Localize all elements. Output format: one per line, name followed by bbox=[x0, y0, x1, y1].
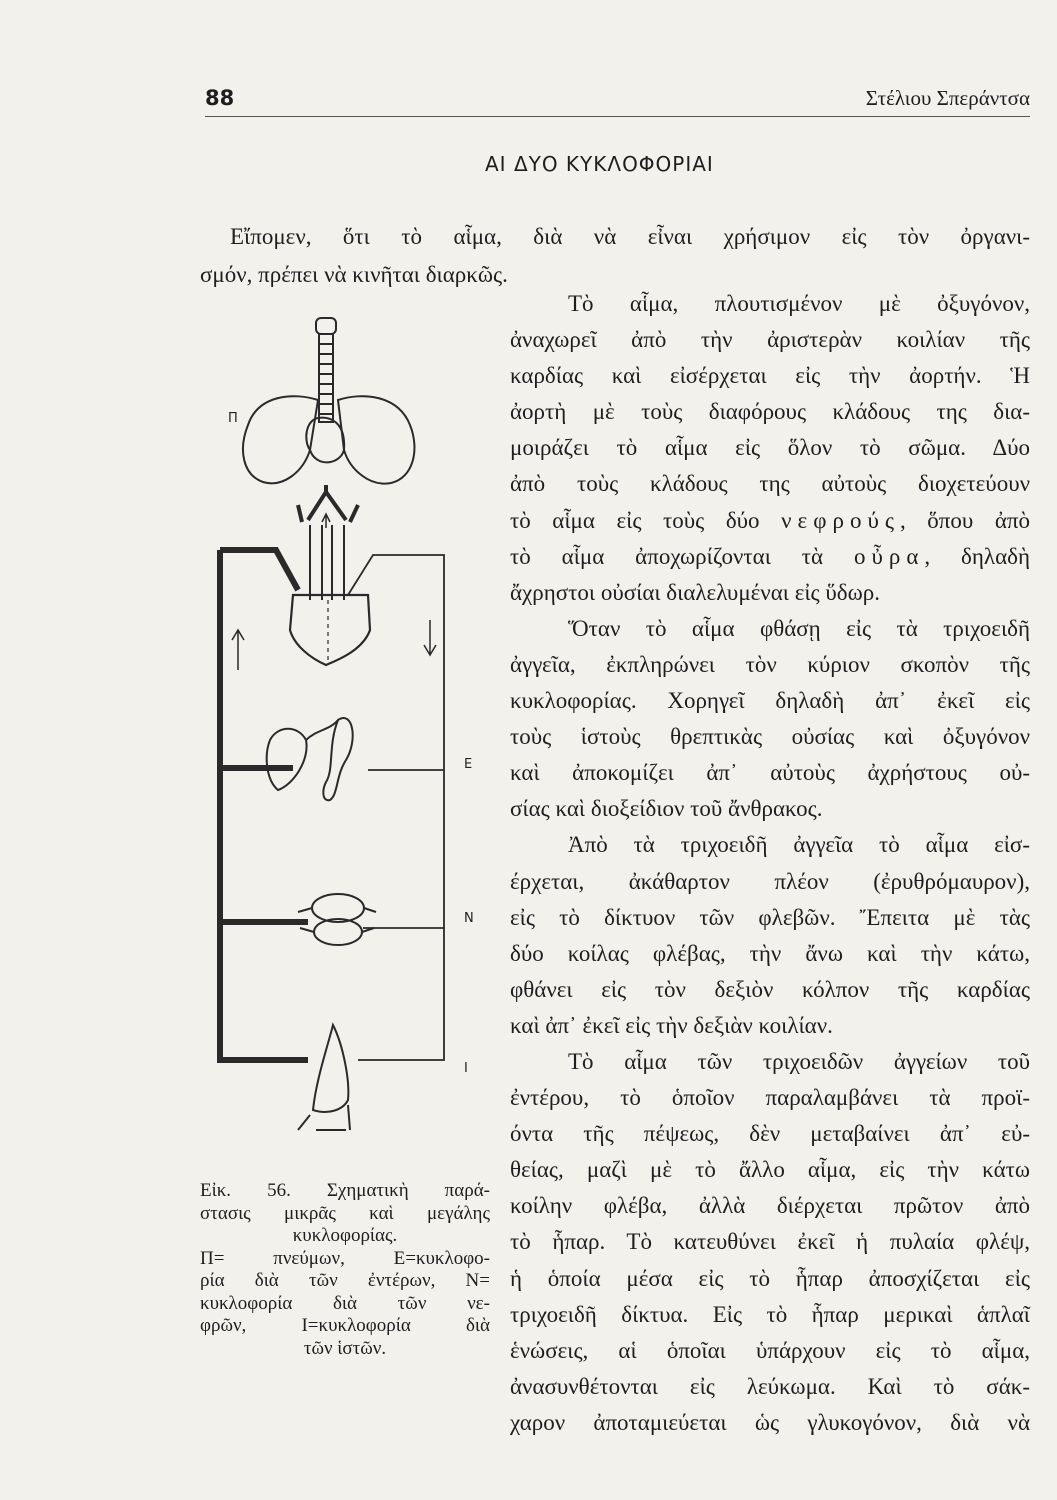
spaced-term-kidneys: νεφρούς bbox=[781, 507, 900, 533]
text-line: θείας, μαζὶ μὲ τὸ ἄλλο αἷμα, εἰς τὴν κάτω bbox=[510, 1157, 1030, 1183]
text-line: δύο κοίλας φλέβας, τὴν ἄνω καὶ τὴν κάτω, bbox=[510, 940, 1030, 966]
venous-return-line bbox=[220, 550, 308, 1060]
label-intestine: Ε bbox=[464, 757, 473, 772]
running-head: Στέλιου Σπεράντσα bbox=[865, 86, 1030, 110]
text-line: τὸ ἧπαρ. Τὸ κατευθύνει ἐκεῖ ἡ πυλαία φλέψ, bbox=[510, 1229, 1030, 1255]
text-line: Ὅταν τὸ αἷμα φθάσῃ εἰς τὰ τριχοειδῆ bbox=[568, 615, 1030, 641]
text-line: τριχοειδῆ δίκτυα. Εἰς τὸ ἧπαρ μερικαὶ ἁπλαῖ bbox=[510, 1301, 1030, 1327]
intestine bbox=[267, 718, 353, 800]
great-vessels bbox=[310, 514, 344, 600]
spaced-term-urine: οὖρα bbox=[853, 543, 925, 569]
text-line: κοίλην φλέβα, ἀλλὰ διέρχεται πρῶτον ἀπὸ bbox=[510, 1193, 1030, 1219]
text-line: όντα τῆς πέψεως, δὲν μεταβαίνει ἀπ᾽ εὐ- bbox=[510, 1121, 1030, 1147]
caption-line: φρῶν, Ι=κυκλοφορία διὰ bbox=[200, 1315, 490, 1336]
text-fragment: τὸ αἷμα ἀποχωρίζονται τὰ bbox=[510, 543, 824, 569]
text-line: Τὸ αἷμα, πλουτισμένον μὲ ὀξυγόνον, bbox=[568, 291, 1030, 316]
text-line: σμόν, πρέπει νὰ κινῆται διαρκῶς. bbox=[200, 262, 508, 287]
caption-line: ρία διὰ τῶν ἐντέρων, Ν= bbox=[200, 1270, 490, 1291]
text-line: φθάνει εἰς τὸν δεξιὸν κόλπον τῆς καρδίας bbox=[510, 976, 1030, 1002]
trachea bbox=[316, 318, 336, 422]
text-line: χαρον ἀποταμιεύεται ὡς γλυκογόνον, διὰ νὰ bbox=[510, 1409, 1030, 1435]
text-line: έρχεται, ἀκάθαρτον πλέον (ἐρυθρόμαυρον), bbox=[510, 868, 1030, 894]
body-text-column bbox=[510, 286, 1030, 1441]
text-line: ἡ ὁποία μέσα εἰς τὸ ἧπαρ ἀποσχίζεται εἰς bbox=[510, 1265, 1030, 1291]
text-line: μοιράζει τὸ αἷμα εἰς ὅλον τὸ σῶμα. Δύο bbox=[510, 435, 1030, 461]
arrow-down bbox=[424, 620, 436, 655]
page-number: 88 bbox=[205, 86, 235, 110]
caption-line: Π= πνεύμων, Ε=κυκλοφο- bbox=[200, 1247, 490, 1269]
text-line: τοὺς ἱστοὺς θρεπτικὰς οὐσίας καὶ ὀξυγόνον bbox=[510, 724, 1030, 750]
text-line: καὶ ἀποκομίζει ἀπ᾽ αὐτοὺς ἀχρήστους οὐ- bbox=[510, 760, 1030, 786]
text-line: καὶ ἀπ᾽ ἐκεῖ εἰς τὴν δεξιὰν κοιλίαν. bbox=[510, 1012, 833, 1038]
text-line: ἀπὸ τοὺς κλάδους της αὐτοὺς διοχετεύουν bbox=[510, 471, 1030, 497]
text-line: ἀγγεῖα, ἐκπληρώνει τὸν κύριον σκοπὸν τῆς bbox=[510, 651, 1030, 677]
chapter-title: ΑΙ ΔΥΟ ΚΥΚΛΟΦΟΡΙΑΙ bbox=[485, 152, 714, 176]
muscle-tissue bbox=[298, 1025, 350, 1130]
text-line: ἀορτὴ μὲ τοὺς διαφόρους κλάδους της δια- bbox=[510, 399, 1030, 425]
text-line: ἀνασυνθέτονται εἰς λεύκωμα. Καὶ τὸ σάκ- bbox=[510, 1373, 1030, 1399]
text-line: ἄχρηστοι οὐσίαι διαλελυμέναι εἰς ὕδωρ. bbox=[510, 579, 880, 605]
label-kidney: Ν bbox=[464, 911, 474, 926]
page-header bbox=[205, 86, 1030, 116]
text-line: ἐντέρου, τὸ ὁποῖον παραλαμβάνει τὰ προϊ- bbox=[510, 1085, 1030, 1111]
text-line: καρδίας καὶ εἰσέρχεται εἰς τὴν ἀορτήν. Ἡ bbox=[510, 363, 1030, 389]
text-line: Τὸ αἷμα τῶν τριχοειδῶν ἀγγείων τοῦ bbox=[568, 1048, 1030, 1074]
text-line: σίας καὶ διοξείδιον τοῦ ἄνθρακος. bbox=[510, 796, 823, 822]
caption-line: Εἰκ. 56. Σχηματικὴ παρά- bbox=[200, 1180, 490, 1201]
text-line: ἀναχωρεῖ ἀπὸ τὴν ἀριστερὰν κοιλίαν τῆς bbox=[510, 327, 1030, 353]
caption-line: κυκλοφορία διὰ τῶν νε- bbox=[200, 1292, 490, 1314]
label-lung: Π bbox=[228, 411, 238, 426]
text-line bbox=[510, 539, 1030, 575]
text-line: Ἀπὸ τὰ τριχοειδῆ ἀγγεῖα τὸ αἷμα εἰσ- bbox=[568, 832, 1030, 858]
caption-line: τῶν ἱστῶν. bbox=[303, 1337, 387, 1359]
text-fragment: τὸ αἷμα εἰς τοὺς δύο bbox=[510, 507, 760, 533]
text-fragment: , δηλαδὴ bbox=[924, 543, 1030, 569]
intro-paragraph bbox=[200, 218, 1030, 294]
heart bbox=[290, 595, 370, 665]
text-fragment: , ὅπου ἀπὸ bbox=[899, 507, 1031, 533]
kidneys bbox=[298, 894, 376, 945]
lungs bbox=[243, 396, 414, 483]
arrow-up bbox=[232, 630, 244, 670]
text-line bbox=[510, 503, 1030, 539]
caption-line: κυκλοφορίας. bbox=[292, 1225, 398, 1246]
circulation-diagram bbox=[198, 300, 498, 1170]
label-tissue: Ι bbox=[464, 1061, 468, 1076]
caption-line: στασις μικρᾶς καὶ μεγάλης bbox=[200, 1202, 490, 1224]
text-line: Εἴπομεν, ὅτι τὸ αἷμα, διὰ νὰ εἶναι χρήσιμον εἰς τὸν ὀργανι- bbox=[230, 224, 1030, 249]
figure-caption bbox=[200, 1180, 490, 1360]
text-line: εἰς τὸ δίκτυον τῶν φλεβῶν. Ἔπειτα μὲ τὰς bbox=[510, 904, 1030, 930]
text-line: κυκλοφορίας. Χορηγεῖ δηλαδὴ ἀπ᾽ ἐκεῖ εἰς bbox=[510, 688, 1030, 714]
text-line: ἑνώσεις, αἱ ὁποῖαι ὑπάρχουν εἰς τὸ αἷμα, bbox=[510, 1337, 1030, 1363]
header-rule bbox=[205, 116, 1030, 117]
